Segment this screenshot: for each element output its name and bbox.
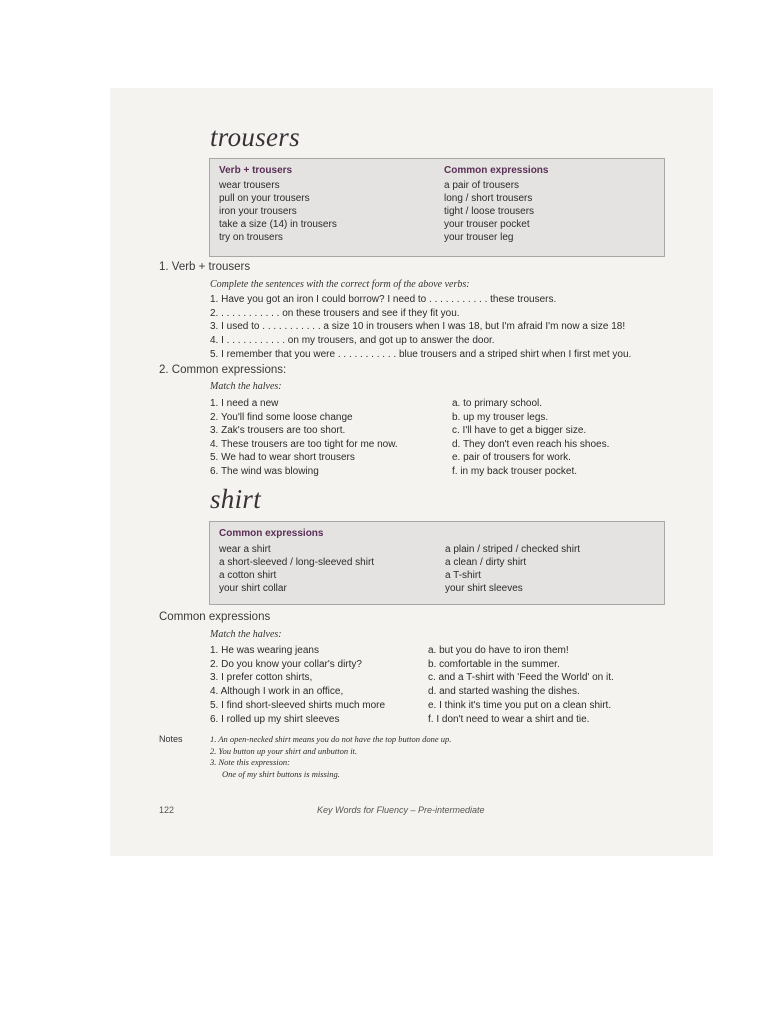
headword-shirt: shirt: [210, 484, 262, 514]
list-item: try on trousers: [219, 232, 283, 243]
list-item: b. comfortable in the summer.: [428, 658, 560, 670]
list-item: 6. I rolled up my shirt sleeves: [210, 713, 340, 725]
section-heading-common-expressions: Common expressions: [159, 611, 271, 623]
section-heading-common-expressions: 2. Common expressions:: [159, 364, 287, 376]
list-item: a short-sleeved / long-sleeved shirt: [219, 557, 375, 568]
list-item: take a size (14) in trousers: [219, 219, 337, 230]
list-item: 5. I remember that you were . . . . . . . . . . . blue trousers and a striped shirt when I first met you.: [210, 348, 632, 360]
list-item: 4. These trousers are too tight for me now.: [210, 438, 398, 450]
exercise-instruction: Match the halves:: [210, 381, 282, 392]
list-item: tight / loose trousers: [444, 206, 535, 217]
exercise-1-sentences: [210, 293, 631, 362]
list-item: wear a shirt: [219, 544, 271, 555]
notes-list: [210, 734, 451, 780]
shirt-expressions-right: [445, 543, 580, 595]
shirt-collocation-box: [209, 521, 665, 605]
book-page: [110, 88, 713, 856]
shirt-expressions-left: [219, 543, 374, 595]
list-item: b. up my trouser legs.: [452, 411, 549, 423]
list-item: 2. You'll find some loose change: [210, 411, 353, 423]
shirt-exercise-right-halves: [428, 644, 614, 726]
list-item: a pair of trousers: [444, 180, 520, 191]
trousers-collocation-box: [209, 158, 665, 257]
list-item: a clean / dirty shirt: [445, 557, 527, 568]
list-item: a. to primary school.: [452, 398, 543, 409]
box-heading-common-expressions: Common expressions: [444, 165, 549, 176]
list-item: 4. I . . . . . . . . . . . on my trousers, and got up to answer the door.: [210, 335, 495, 347]
list-item: 2. . . . . . . . . . . . on these trousers and see if they fit you.: [210, 307, 460, 319]
box-heading-verb-trousers: Verb + trousers: [219, 165, 293, 176]
list-item: f. I don't need to wear a shirt and tie.: [428, 713, 590, 725]
list-item: f. in my back trouser pocket.: [452, 465, 578, 477]
list-item: pull on your trousers: [219, 193, 310, 204]
list-item: e. pair of trousers for work.: [452, 452, 571, 463]
list-item: 3. I used to . . . . . . . . . . . a size 10 in trousers when I was 18, but I'm afraid I'm now a size 18!: [210, 321, 626, 333]
list-item: d. and started washing the dishes.: [428, 686, 580, 698]
page-number: 122: [159, 805, 175, 815]
note-item: 1. An open-necked shirt means you do not have the top button done up.: [210, 734, 452, 744]
list-item: 5. We had to wear short trousers: [210, 452, 355, 463]
verb-trousers-list: [219, 179, 337, 244]
note-item: One of my shirt buttons is missing.: [222, 768, 340, 779]
exercise-2-left-halves: [210, 397, 398, 478]
trousers-expressions-list: [444, 179, 534, 244]
list-item: d. They don't even reach his shoes.: [452, 438, 610, 450]
shirt-exercise-left-halves: [210, 644, 385, 726]
list-item: your shirt sleeves: [445, 583, 523, 594]
list-item: 1. I need a new: [210, 398, 279, 409]
list-item: your trouser leg: [444, 232, 514, 243]
list-item: iron your trousers: [219, 206, 297, 217]
exercise-2-right-halves: [452, 397, 609, 478]
list-item: your shirt collar: [219, 583, 287, 594]
list-item: a T-shirt: [445, 570, 481, 581]
list-item: a. but you do have to iron them!: [428, 645, 569, 656]
section-heading-verb-trousers: 1. Verb + trousers: [159, 261, 251, 273]
list-item: a plain / striped / checked shirt: [445, 544, 581, 555]
book-title: Key Words for Fluency – Pre-intermediate: [317, 805, 485, 815]
list-item: 3. Zak's trousers are too short.: [210, 425, 346, 436]
list-item: e. I think it's time you put on a clean shirt.: [428, 699, 612, 711]
list-item: 6. The wind was blowing: [210, 465, 319, 477]
exercise-instruction: Match the halves:: [210, 629, 282, 640]
list-item: 3. I prefer cotton shirts,: [210, 672, 313, 684]
list-item: your trouser pocket: [444, 219, 530, 230]
list-item: 2. Do you know your collar's dirty?: [210, 658, 362, 670]
list-item: 5. I find short-sleeved shirts much more: [210, 699, 386, 711]
list-item: long / short trousers: [444, 193, 533, 204]
list-item: wear trousers: [219, 180, 280, 191]
list-item: 1. He was wearing jeans: [210, 645, 319, 656]
exercise-instruction: Complete the sentences with the correct form of the above verbs:: [210, 279, 470, 290]
headword-trousers: trousers: [210, 122, 300, 152]
note-item: 3. Note this expression:: [210, 757, 290, 767]
list-item: c. I'll have to get a bigger size.: [452, 425, 587, 436]
note-item: 2. You button up your shirt and unbutton it.: [210, 745, 358, 756]
list-item: 1. Have you got an iron I could borrow? I need to . . . . . . . . . . . these trousers.: [210, 294, 557, 305]
list-item: c. and a T-shirt with 'Feed the World' on it.: [428, 672, 614, 684]
notes-label: Notes: [159, 734, 183, 744]
box-heading-common-expressions: Common expressions: [219, 528, 324, 539]
list-item: a cotton shirt: [219, 570, 277, 581]
list-item: 4. Although I work in an office,: [210, 686, 344, 698]
